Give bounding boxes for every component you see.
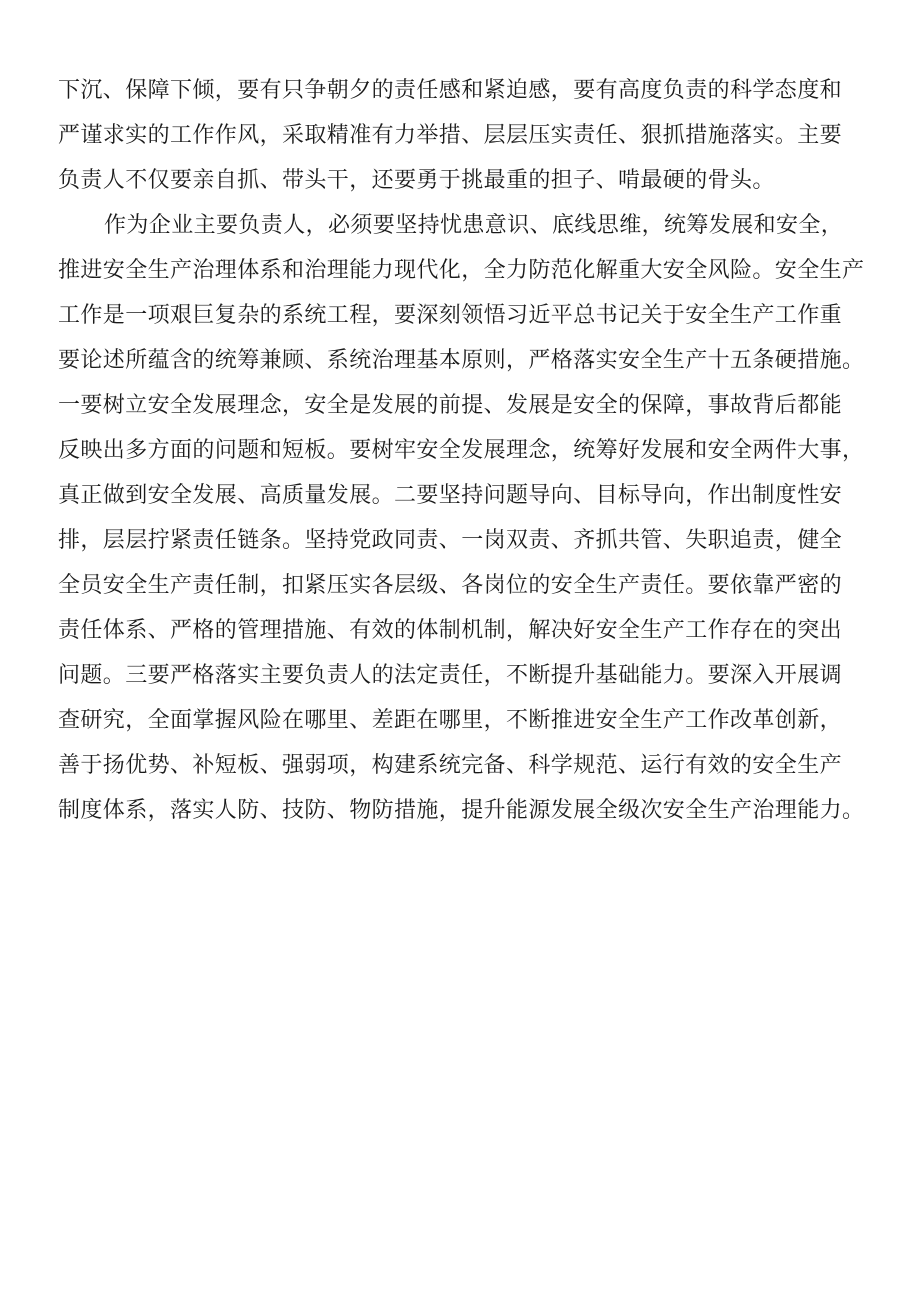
text-line: 反映出多方面的问题和短板。要树牢安全发展理念，统筹好发展和安全两件大事， <box>58 438 865 463</box>
text-line: 一要树立安全发展理念，安全是发展的前提、发展是安全的保障，事故背后都能 <box>58 393 843 418</box>
text-line: 工作是一项艰巨复杂的系统工程，要深刻领悟习近平总书记关于安全生产工作重 <box>58 303 843 328</box>
text-line: 严谨求实的工作作风，采取精准有力举措、层层压实责任、狠抓措施落实。主要 <box>58 123 843 148</box>
text-line: 责任体系、严格的管理措施、有效的体制机制，解决好安全生产工作存在的突出 <box>58 618 843 643</box>
text-line: 问题。三要严格落实主要负责人的法定责任，不断提升基础能力。要深入开展调 <box>58 663 843 688</box>
text-line: 要论述所蕴含的统筹兼顾、系统治理基本原则，严格落实安全生产十五条硬措施。 <box>58 348 865 373</box>
text-line: 排，层层拧紧责任链条。坚持党政同责、一岗双责、齐抓共管、失职追责，健全 <box>58 528 843 553</box>
text-line: 查研究，全面掌握风险在哪里、差距在哪里，不断推进安全生产工作改革创新， <box>58 708 843 733</box>
text-line: 负责人不仅要亲自抓、带头干，还要勇于挑最重的担子、啃最硬的骨头。 <box>58 168 775 193</box>
text-line: 制度体系，落实人防、技防、物防措施，提升能源发展全级次安全生产治理能力。 <box>58 798 865 823</box>
text-line: 推进安全生产治理体系和治理能力现代化，全力防范化解重大安全风险。安全生产 <box>58 258 865 283</box>
text-line: 作为企业主要负责人，必须要坚持忧患意识、底线思维，统筹发展和安全， <box>104 213 844 238</box>
text-line: 善于扬优势、补短板、强弱项，构建系统完备、科学规范、运行有效的安全生产 <box>58 753 843 778</box>
paragraph-main <box>58 203 888 833</box>
text-line: 真正做到安全发展、高质量发展。二要坚持问题导向、目标导向，作出制度性安 <box>58 483 843 508</box>
document-body <box>58 68 888 833</box>
paragraph-continued <box>58 68 888 203</box>
text-line: 下沉、保障下倾，要有只争朝夕的责任感和紧迫感，要有高度负责的科学态度和 <box>58 78 843 103</box>
text-line: 全员安全生产责任制，扣紧压实各层级、各岗位的安全生产责任。要依靠严密的 <box>58 573 843 598</box>
